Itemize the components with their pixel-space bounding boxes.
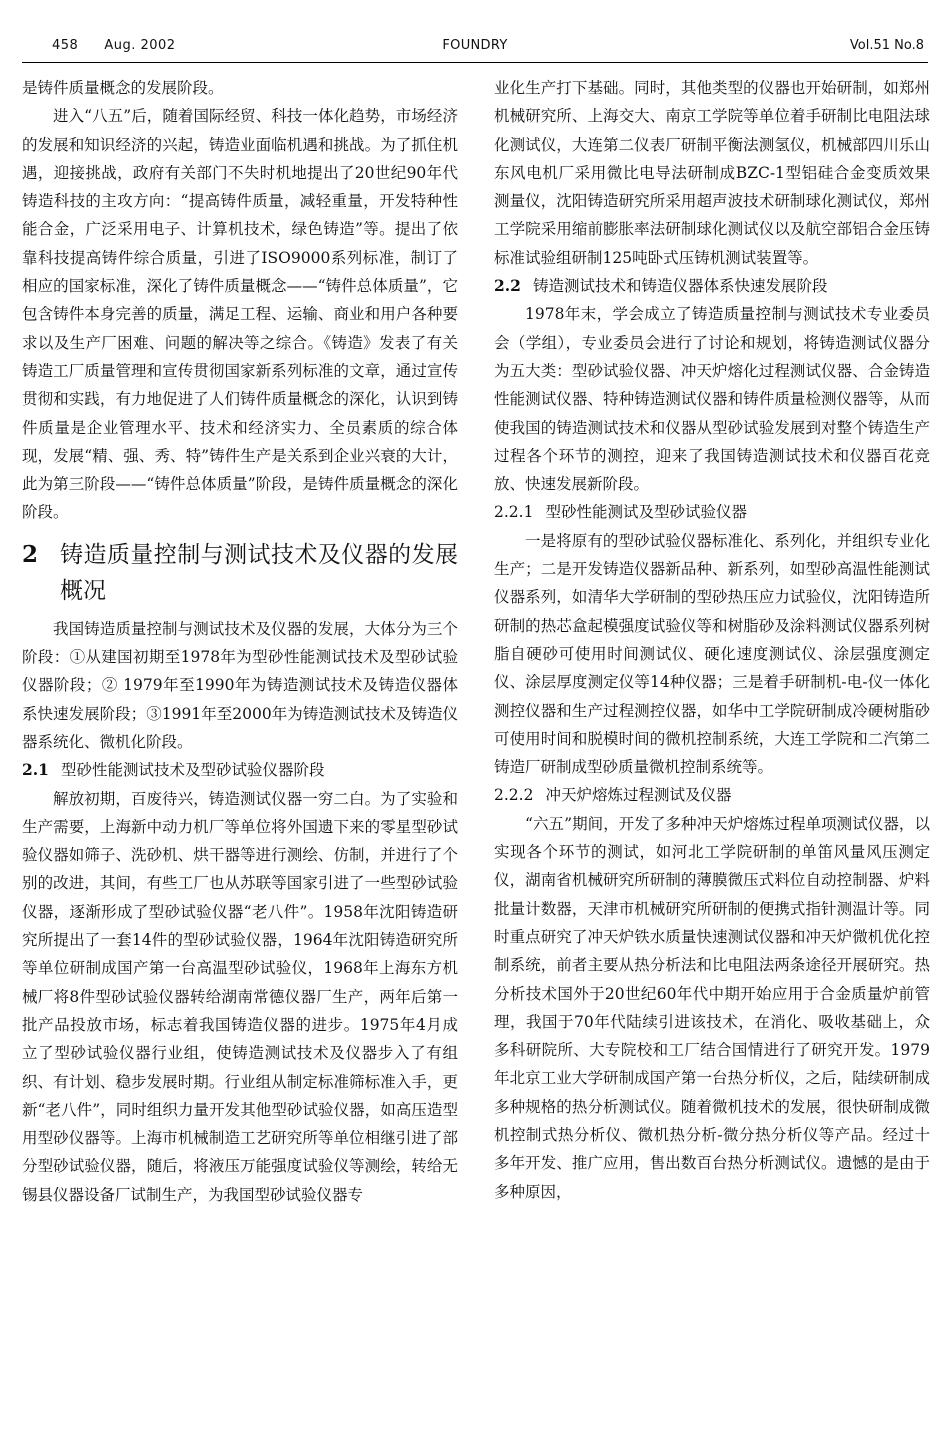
left-column [22,74,458,1209]
section-heading [22,537,458,609]
paragraph: 进入“八五”后，随着国际经贸、科技一体化趋势，市场经济的发展和知识经济的兴起，铸造业面临机遇和挑战。为了抓住机遇，迎接挑战，政府有关部门不失时机地提出了20世纪90年代铸造科技的主攻方向：“提高铸件质量，减轻重量，开发特种性能合金，广泛采用电子、计算机技术，绿色铸造”等。提出了依靠科技提高铸件综合质量，引进了ISO9000系列标准，制订了相应的国家标准，深化了铸件质量概念——“铸件总体质量”，它包含铸件本身完善的质量，满足工程、运输、商业和用户各种要求以及生产厂困难、问题的解决等之综合。《铸造》发表了有关铸造工厂质量管理和宣传贯彻国家新系列标准的文章，通过宣传贯彻和实践，有力地促进了人们铸件质量概念的深化，认识到铸件质量是企业管理水平、技术和经济实力、全员素质的综合体现，发展“精、强、秀、特”铸件生产是关系到企业兴衰的大计，此为第三阶段——“铸件总体质量”阶段，是铸件质量概念的深化阶段。 [22,107,458,522]
subsection-title: 铸造测试技术和铸造仪器体系快速发展阶段 [532,277,828,296]
paragraph: 1978年末，学会成立了铸造质量控制与测试技术专业委员会（学组），专业委员会进行了讨论和规划，将铸造测试仪器分为五大类：型砂试验仪器、冲天炉熔化过程测试仪器、合金铸造性能测试仪器、特种铸造测试仪器和铸件质量检测仪器等，从而使我国的铸造测试技术和仪器从型砂试验发展到对整个铸造生产过程各个环节的测控，迎来了我国铸造测试技术和仪器百花竞放、快速发展新阶段。 [494,305,930,494]
issue-date: Aug. 2002 [104,38,176,53]
paragraph: 业化生产打下基础。同时，其他类型的仪器也开始研制，如郑州机械研究所、上海交大、南京工学院等单位着手研制比电阻法球化测试仪，大连第二仪表厂研制平衡法测氢仪，机械部四川乐山东风电机厂采用微比电导法研制成BZC-1型铝硅合金变质效果测量仪，沈阳铸造研究所采用超声波技术研制球化测试仪，郑州工学院采用缩前膨胀率法研制球化测试仪以及航空部铝合金压铸标准试验组研制125吨卧式压铸机测试装置等。 [494,79,930,267]
volume-number: Vol.51 No.8 [849,38,924,53]
subsection-number: 2.2 [494,276,521,296]
section-number: 2 [22,540,39,568]
journal-name: FOUNDRY [442,38,508,53]
subsubsection-title: 冲天炉熔炼过程测试及仪器 [545,786,732,805]
paragraph: “六五”期间，开发了多种冲天炉熔炼过程单项测试仪器，以实现各个环节的测试，如河北工学院研制的单笛风量风压测定仪，湖南省机械研究所研制的薄膜微压式料位自动控制器、炉料批量计数器，天津市机械研究所研制的便携式指针测温计等。同时重点研究了冲天炉铁水质量快速测试仪器和冲天炉微机优化控制系统，前者主要从热分析法和比电阻法两条途径开展研究。热分析技术国外于20世纪60年代中期开始应用于合金质量炉前管理，我国于70年代陆续引进该技术，在消化、吸收基础上，众多科研院所、大专院校和工厂结合国情进行了研究开发。1979年北京工业大学研制成国产第一台热分析仪，之后，陆续研制成多种规格的热分析测试仪。随着微机技术的发展，很快研制成微机控制式热分析仪、微机热分析-微分热分析仪等产品。经过十多年开发、推广应用，售出数百台热分析测试仪。遗憾的是由于多种原因， [494,814,930,1201]
subsection-title: 型砂性能测试技术及型砂试验仪器阶段 [60,761,325,780]
right-column [494,74,930,1206]
subsection-number: 2.1 [22,760,49,780]
subsubsection-heading [494,781,930,809]
paragraph: 一是将原有的型砂试验仪器标准化、系列化，并组织专业化生产；二是开发铸造仪器新品种、新系列，如型砂高温性能测试仪器系列，如清华大学研制的型砂热压应力试验仪，沈阳铸造所研制的热芯盒起模强度试验仪等和树脂砂及涂料测试仪器系列树脂自硬砂可使用时间测试仪、硬化速度测试仪、涂层强度测定仪、涂层厚度测定仪等14种仪器；三是着手研制机-电-仪一体化测控仪器和生产过程测控仪器，如华中工学院研制成冷硬树脂砂可使用时间和脱模时间的微机控制系统，大连工学院和二汽第二铸造厂研制成型砂质量微机控制系统等。 [494,531,930,777]
subsubsection-number: 2.2.2 [494,786,534,805]
paragraph: 解放初期，百废待兴，铸造测试仪器一穷二白。为了实验和生产需要，上海新中动力机厂等单位将外国遗下来的零星型砂试验仪器如筛子、洗砂机、烘干器等进行测绘、仿制，并进行了个别的改进，其间，有些工厂也从苏联等国家引进了一些型砂试验仪器，逐渐形成了型砂试验仪器“老八件”。1958年沈阳铸造研究所提出了一套14件的型砂试验仪器，1964年沈阳铸造研究所等单位研制成国产第一台高温型砂试验仪，1968年上海东方机械厂将8件型砂试验仪器转给湖南常德仪器厂生产，两年后第一批产品投放市场，标志着我国铸造仪器的进步。1975年4月成立了型砂试验仪器行业组，使铸造测试技术及仪器步入了有组织、有计划、稳步发展时期。行业组从制定标准筛标准入手，更新“老八件”，同时组织力量开发其他型砂试验仪器，如高压造型用型砂仪器等。上海市机械制造工艺研究所等单位相继引进了部分型砂试验仪器，随后，将液压万能强度试验仪等测绘，转给无锡县仪器设备厂试制生产，为我国型砂试验仪器专 [22,789,458,1204]
section-title: 铸造质量控制与测试技术及仪器的发展概况 [60,541,458,604]
paragraph: 我国铸造质量控制与测试技术及仪器的发展，大体分为三个阶段：①从建国初期至1978年为型砂性能测试技术及型砂试验仪器阶段；② 1979年至1990年为铸造测试技术及铸造仪器体系快速发展阶段；③1991年至2000年为铸造测试技术及铸造仪器系统化、微机化阶段。 [22,619,458,751]
subsubsection-title: 型砂性能测试及型砂试验仪器 [545,503,747,522]
subsection-heading [22,756,458,784]
page-number: 458 [52,38,79,53]
paragraph: 是铸件质量概念的发展阶段。 [22,79,224,97]
subsubsection-heading [494,498,930,526]
subsubsection-number: 2.2.1 [494,503,534,522]
subsection-heading [494,272,930,300]
running-header [22,34,928,63]
